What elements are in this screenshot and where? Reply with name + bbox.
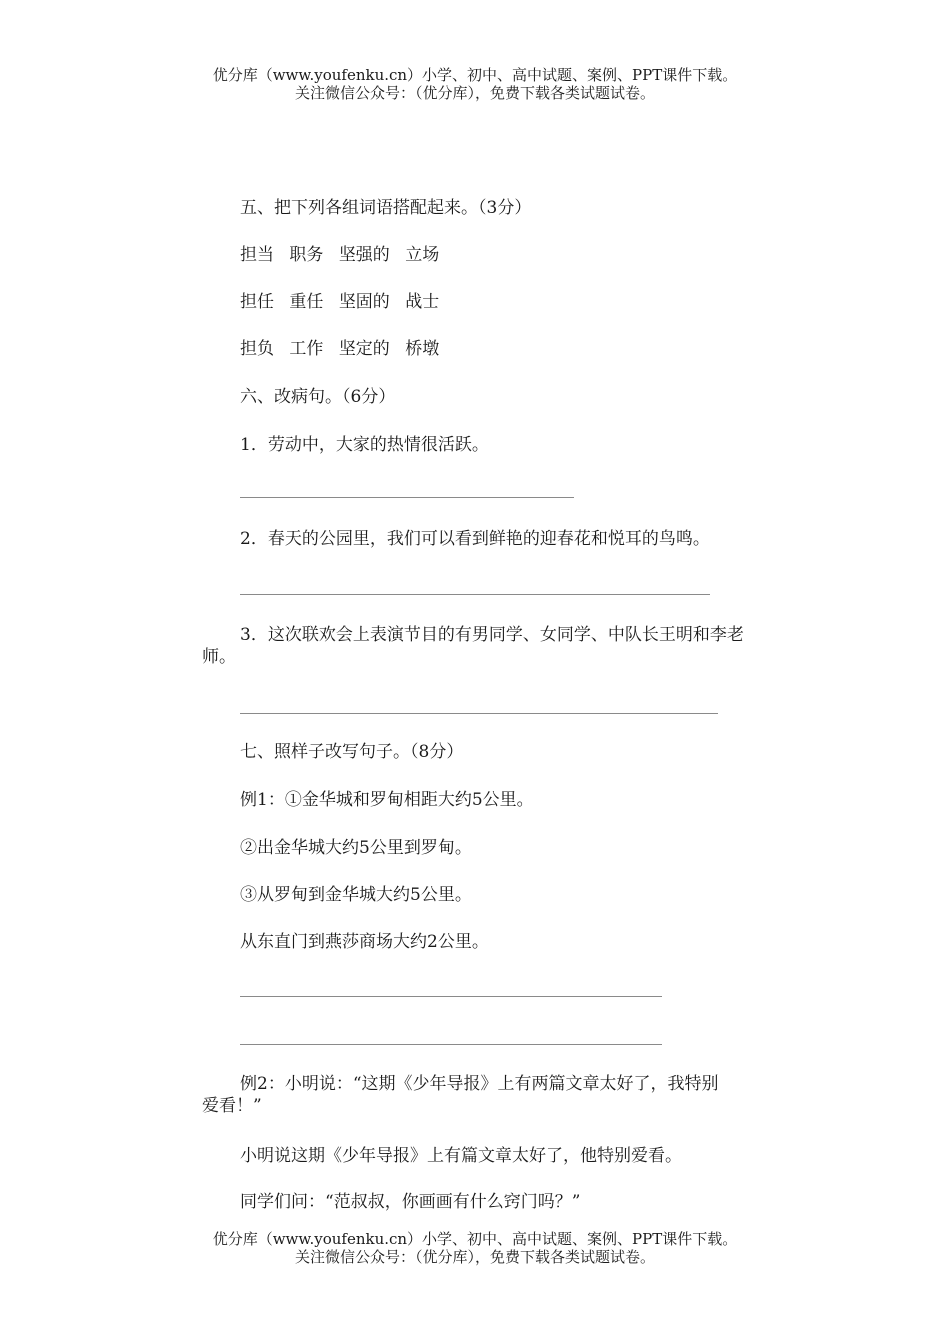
word: 职务 <box>289 245 324 265</box>
example-2-line-1: 例2：小明说：“这期《少年导报》上有两篇文章太好了，我特别 <box>240 1074 719 1094</box>
word: 坚强的 <box>338 245 390 265</box>
page-footer <box>0 1230 950 1266</box>
word: 立场 <box>405 245 440 265</box>
word: 工作 <box>289 339 324 359</box>
answer-line-1 <box>240 497 574 498</box>
example-2-answer: 小明说这期《少年导报》上有篇文章太好了，他特别爱看。 <box>240 1146 682 1166</box>
answer-line-2 <box>240 594 710 595</box>
example-1-sentence-1: 例1：①金华城和罗甸相距大约5公里。 <box>240 790 534 810</box>
word: 担当 <box>240 245 274 265</box>
task-2-sentence: 同学们问：“范叔叔，你画画有什么窍门吗？” <box>240 1192 581 1212</box>
question-1: 1．劳动中，大家的热情很活跃。 <box>240 435 489 455</box>
section5-title: 五、把下列各组词语搭配起来。（3分） <box>240 198 532 218</box>
answer-line-3 <box>240 713 718 714</box>
word: 担负 <box>240 339 274 359</box>
question-3-line-1: 3．这次联欢会上表演节目的有男同学、女同学、中队长王明和李老 <box>240 625 744 645</box>
example-2 <box>202 1073 805 1117</box>
word-row-1 <box>240 244 439 266</box>
task-1-sentence: 从东直门到燕莎商场大约2公里。 <box>240 932 489 952</box>
answer-line-5 <box>240 1044 662 1045</box>
word: 坚定的 <box>338 339 390 359</box>
answer-line-4 <box>240 996 662 997</box>
word: 桥墩 <box>405 339 440 359</box>
page-header <box>0 66 950 102</box>
question-2: 2．春天的公园里，我们可以看到鲜艳的迎春花和悦耳的鸟鸣。 <box>240 529 710 549</box>
word: 担任 <box>240 292 274 312</box>
footer-line-1: 优分库（www.youfenku.cn）小学、初中、高中试题、案例、PPT课件下载。 <box>212 1230 738 1248</box>
section7-title: 七、照样子改写句子。（8分） <box>240 742 464 762</box>
header-line-2: 关注微信公众号：（优分库），免费下载各类试题试卷。 <box>294 84 655 102</box>
header-line-1: 优分库（www.youfenku.cn）小学、初中、高中试题、案例、PPT课件下载。 <box>212 66 738 84</box>
word-row-2 <box>240 291 439 313</box>
word: 重任 <box>289 292 324 312</box>
word-row-3 <box>240 338 439 360</box>
word: 坚固的 <box>338 292 390 312</box>
example-1-sentence-3: ③从罗甸到金华城大约5公里。 <box>240 885 472 905</box>
question-3 <box>202 624 805 668</box>
word: 战士 <box>405 292 440 312</box>
question-3-line-2: 师。 <box>202 647 236 667</box>
example-2-line-2: 爱看！” <box>202 1096 262 1116</box>
example-1-sentence-2: ②出金华城大约5公里到罗甸。 <box>240 838 472 858</box>
footer-line-2: 关注微信公众号：（优分库），免费下载各类试题试卷。 <box>294 1248 655 1266</box>
section6-title: 六、改病句。（6分） <box>240 387 396 407</box>
